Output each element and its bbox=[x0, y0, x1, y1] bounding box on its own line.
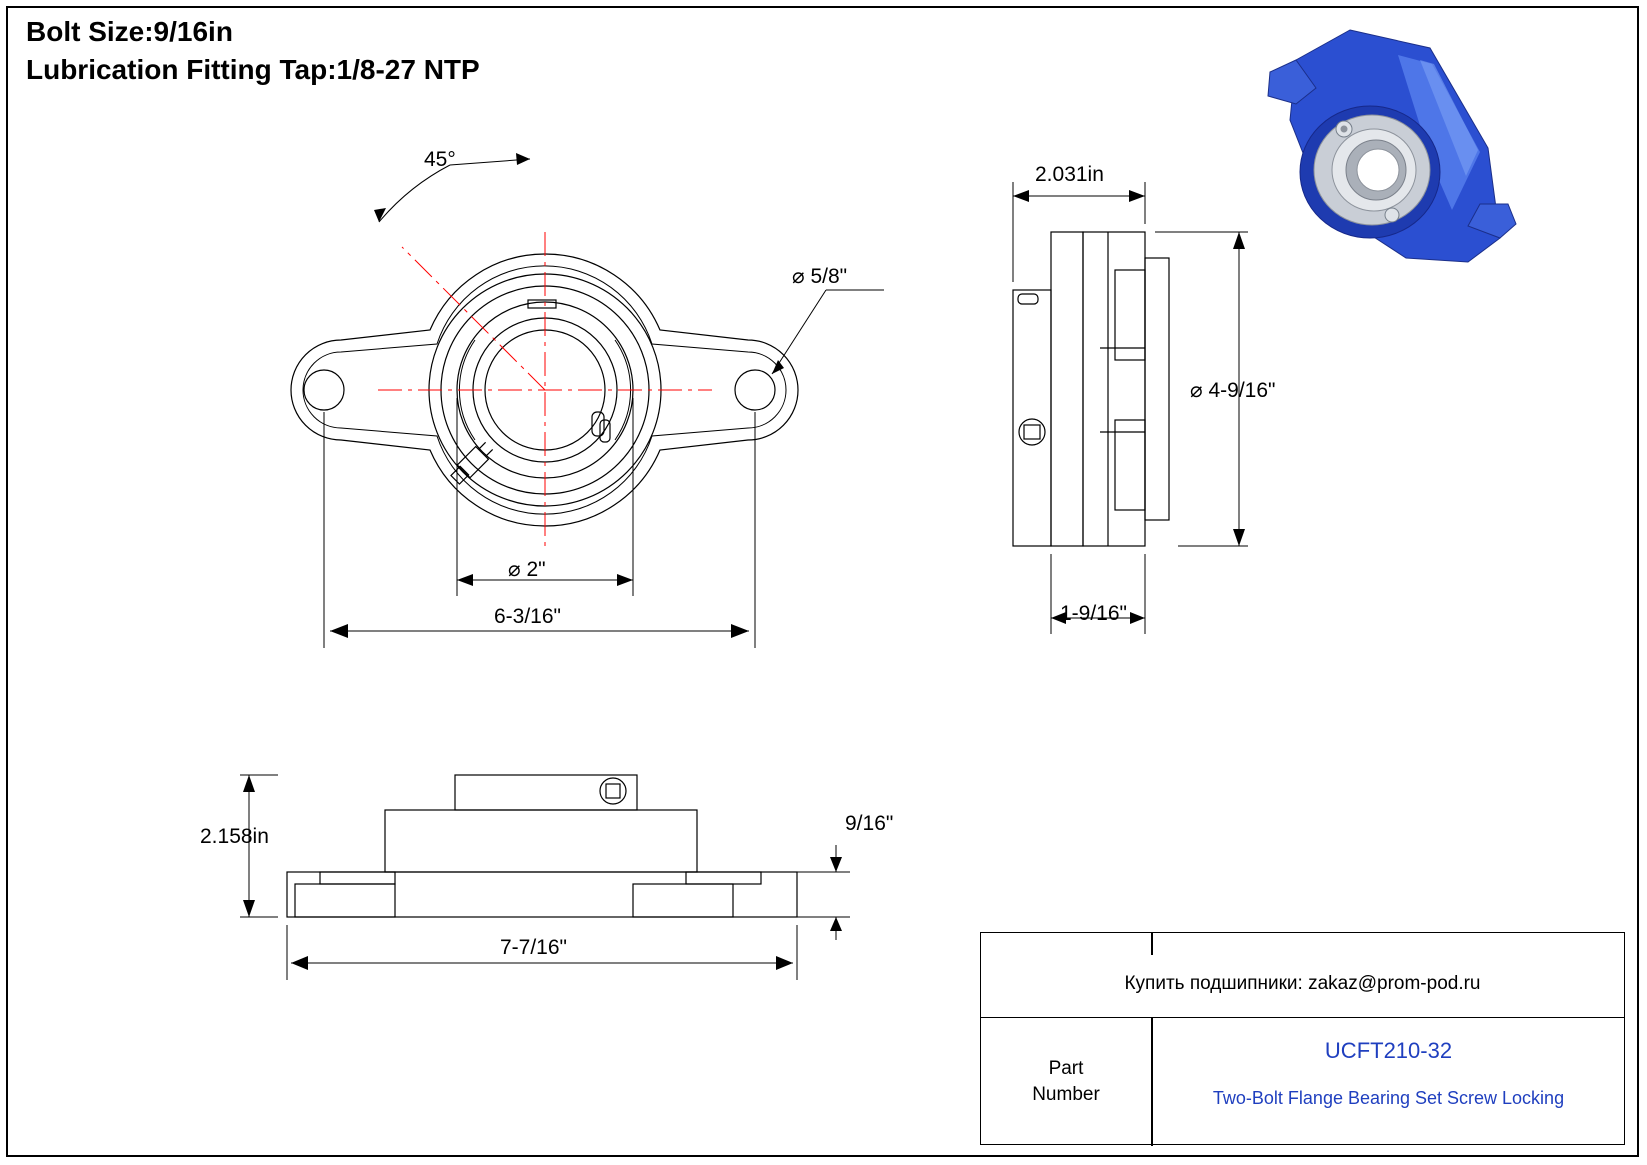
dim-flange-diameter: ⌀ 4-9/16" bbox=[1190, 379, 1276, 402]
part-info bbox=[1152, 1018, 1625, 1146]
dim-side-depth: 1-9/16" bbox=[1060, 602, 1127, 625]
side-view bbox=[1013, 182, 1248, 634]
dim-bottom-height: 2.158in bbox=[200, 825, 269, 848]
header-lubrication-tap: Lubrication Fitting Tap:1/8-27 NTP bbox=[26, 54, 480, 85]
part-number-value: UCFT210-32 bbox=[1324, 1038, 1453, 1063]
contact-email: Купить подшипники: zakaz@prom-pod.ru bbox=[1124, 973, 1481, 994]
dim-bolt-hole-diameter: ⌀ 5/8" bbox=[792, 265, 848, 288]
dim-overall-length: 7-7/16" bbox=[500, 936, 567, 959]
title-block-tick bbox=[1151, 933, 1153, 955]
isometric-render bbox=[1268, 30, 1516, 262]
part-description: Two-Bolt Flange Bearing Set Screw Locking bbox=[1212, 1088, 1565, 1108]
header-bolt-size: Bolt Size:9/16in bbox=[26, 16, 233, 47]
title-block bbox=[980, 932, 1625, 1145]
dim-bore-diameter: ⌀ 2" bbox=[508, 558, 546, 581]
part-number-label bbox=[981, 1018, 1151, 1146]
dim-bolt-spacing: 6-3/16" bbox=[494, 605, 561, 628]
front-view bbox=[291, 153, 884, 648]
dim-angle-45: 45° bbox=[424, 148, 456, 171]
dim-side-width: 2.031in bbox=[1035, 163, 1104, 186]
dim-flange-thickness: 9/16" bbox=[845, 812, 894, 835]
part-number-label-line1: Part bbox=[1048, 1058, 1084, 1079]
part-number-label-line2: Number bbox=[1032, 1084, 1100, 1105]
